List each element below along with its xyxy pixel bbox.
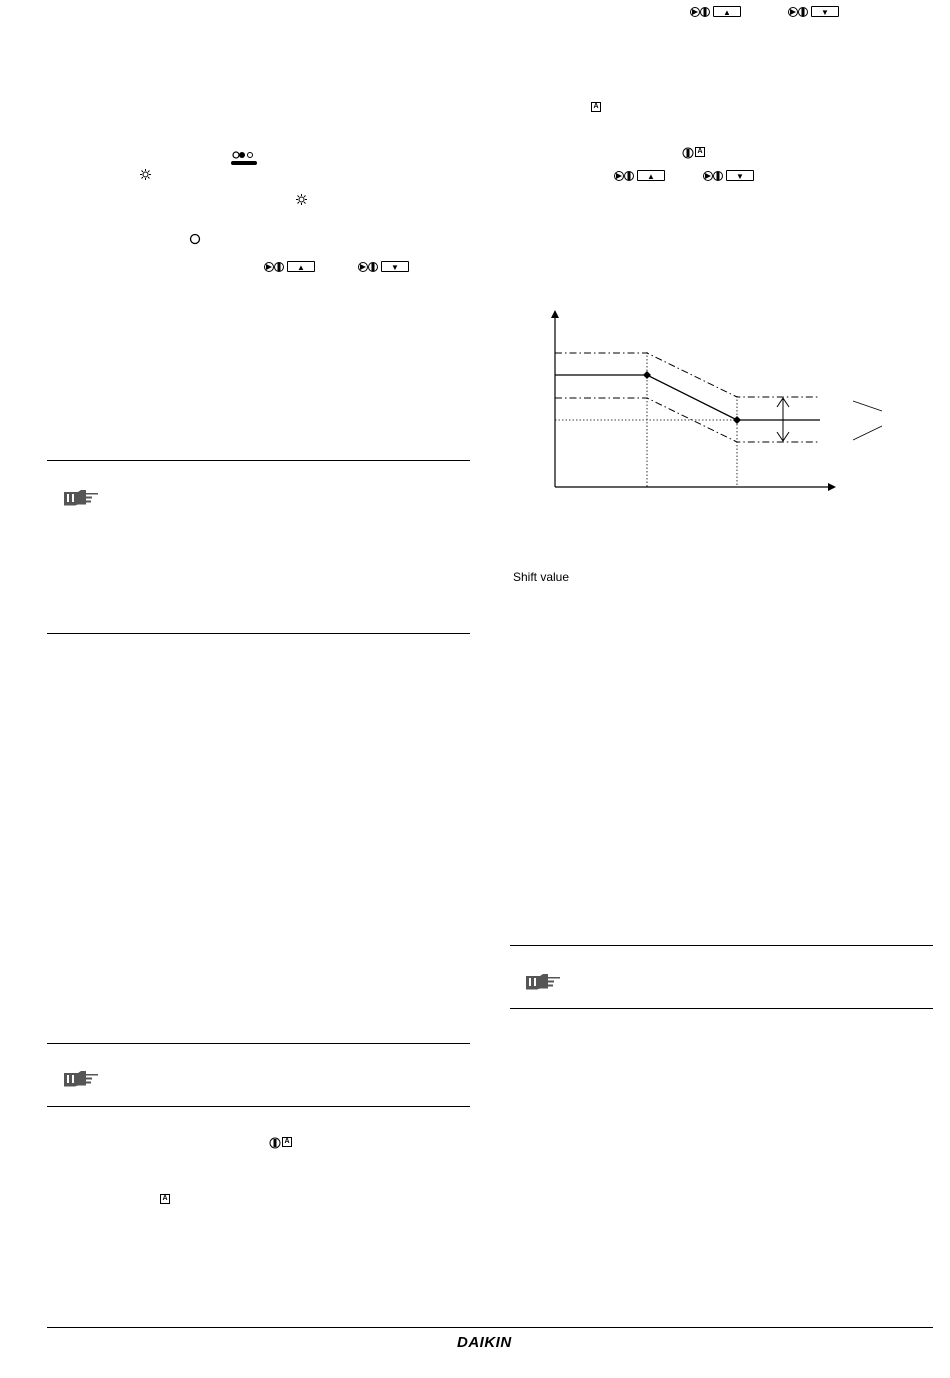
note-box	[47, 1043, 470, 1107]
note-box	[47, 460, 470, 634]
daikin-logo: DAIKIN	[457, 1334, 512, 1351]
pointing-hand-icon	[62, 1069, 100, 1087]
pointing-hand-icon	[62, 488, 100, 506]
auto-box-icon: A	[695, 147, 705, 157]
sun-icon	[296, 194, 307, 205]
circle-icon	[189, 233, 201, 245]
knob-icon	[614, 170, 636, 182]
down-arrow-button[interactable]: ▼	[811, 6, 839, 17]
data-point	[643, 371, 651, 379]
shift-value-chart	[520, 300, 910, 500]
knob-icon	[264, 261, 286, 273]
up-arrow-button[interactable]: ▲	[713, 6, 741, 17]
leader-line	[853, 401, 882, 411]
mode-button-icon	[231, 150, 257, 166]
pointing-hand-icon	[524, 972, 562, 990]
leader-line	[853, 426, 882, 440]
knob-icon	[703, 170, 725, 182]
shift-value-caption: Shift value	[513, 570, 570, 584]
sun-icon	[140, 169, 151, 180]
data-point	[733, 416, 741, 424]
knob-icon	[682, 147, 694, 159]
down-arrow-button[interactable]: ▼	[381, 261, 409, 272]
auto-box-icon: A	[591, 102, 601, 112]
knob-icon	[788, 6, 810, 18]
auto-box-icon: A	[282, 1137, 292, 1147]
knob-icon	[690, 6, 712, 18]
x-axis-arrow	[828, 483, 836, 491]
up-arrow-button[interactable]: ▲	[287, 261, 315, 272]
knob-icon	[269, 1137, 281, 1149]
auto-box-icon: A	[160, 1194, 170, 1204]
knob-icon	[358, 261, 380, 273]
down-arrow-button[interactable]: ▼	[726, 170, 754, 181]
note-box	[510, 945, 933, 1009]
y-axis-arrow	[551, 310, 559, 318]
footer-rule	[47, 1327, 933, 1328]
up-arrow-button[interactable]: ▲	[637, 170, 665, 181]
